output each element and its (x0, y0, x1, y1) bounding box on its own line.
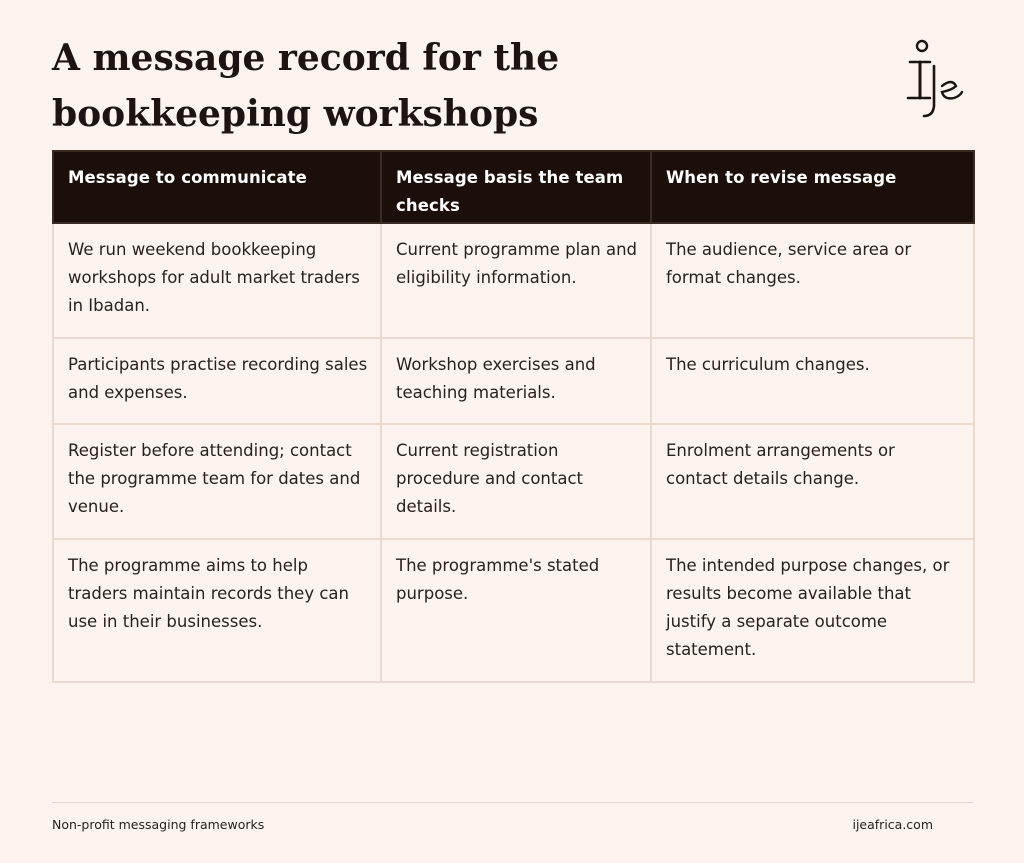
footer-site-link[interactable]: ijeafrica.com (852, 817, 933, 832)
table-header-row (53, 151, 974, 223)
revise-cell: The intended purpose changes, or results become available that justify a separate outcome statement. (651, 539, 974, 682)
column-header-revise: When to revise message (651, 151, 974, 223)
message-record-table (52, 150, 975, 683)
message-cell: The programme aims to help traders maintain records they can use in their businesses. (53, 539, 381, 682)
footer-series-label: Non-profit messaging frameworks (52, 817, 265, 832)
basis-cell: The programme's stated purpose. (381, 539, 651, 682)
revise-cell: The curriculum changes. (651, 338, 974, 424)
table-row (53, 338, 974, 424)
basis-cell: Current registration procedure and contact details. (381, 424, 651, 539)
revise-cell: The audience, service area or format changes. (651, 223, 974, 338)
table-row (53, 539, 974, 682)
ije-logo-icon (900, 36, 970, 120)
footer-divider (52, 802, 973, 803)
column-header-basis: Message basis the team checks (381, 151, 651, 223)
column-header-message: Message to communicate (53, 151, 381, 223)
basis-cell: Current programme plan and eligibility information. (381, 223, 651, 338)
message-cell: We run weekend bookkeeping workshops for adult market traders in Ibadan. (53, 223, 381, 338)
message-cell: Register before attending; contact the programme team for dates and venue. (53, 424, 381, 539)
message-cell: Participants practise recording sales and expenses. (53, 338, 381, 424)
table-row (53, 223, 974, 338)
table-row (53, 424, 974, 539)
revise-cell: Enrolment arrangements or contact details change. (651, 424, 974, 539)
page-title: A message record for the bookkeeping workshops (52, 37, 560, 135)
basis-cell: Workshop exercises and teaching materials. (381, 338, 651, 424)
